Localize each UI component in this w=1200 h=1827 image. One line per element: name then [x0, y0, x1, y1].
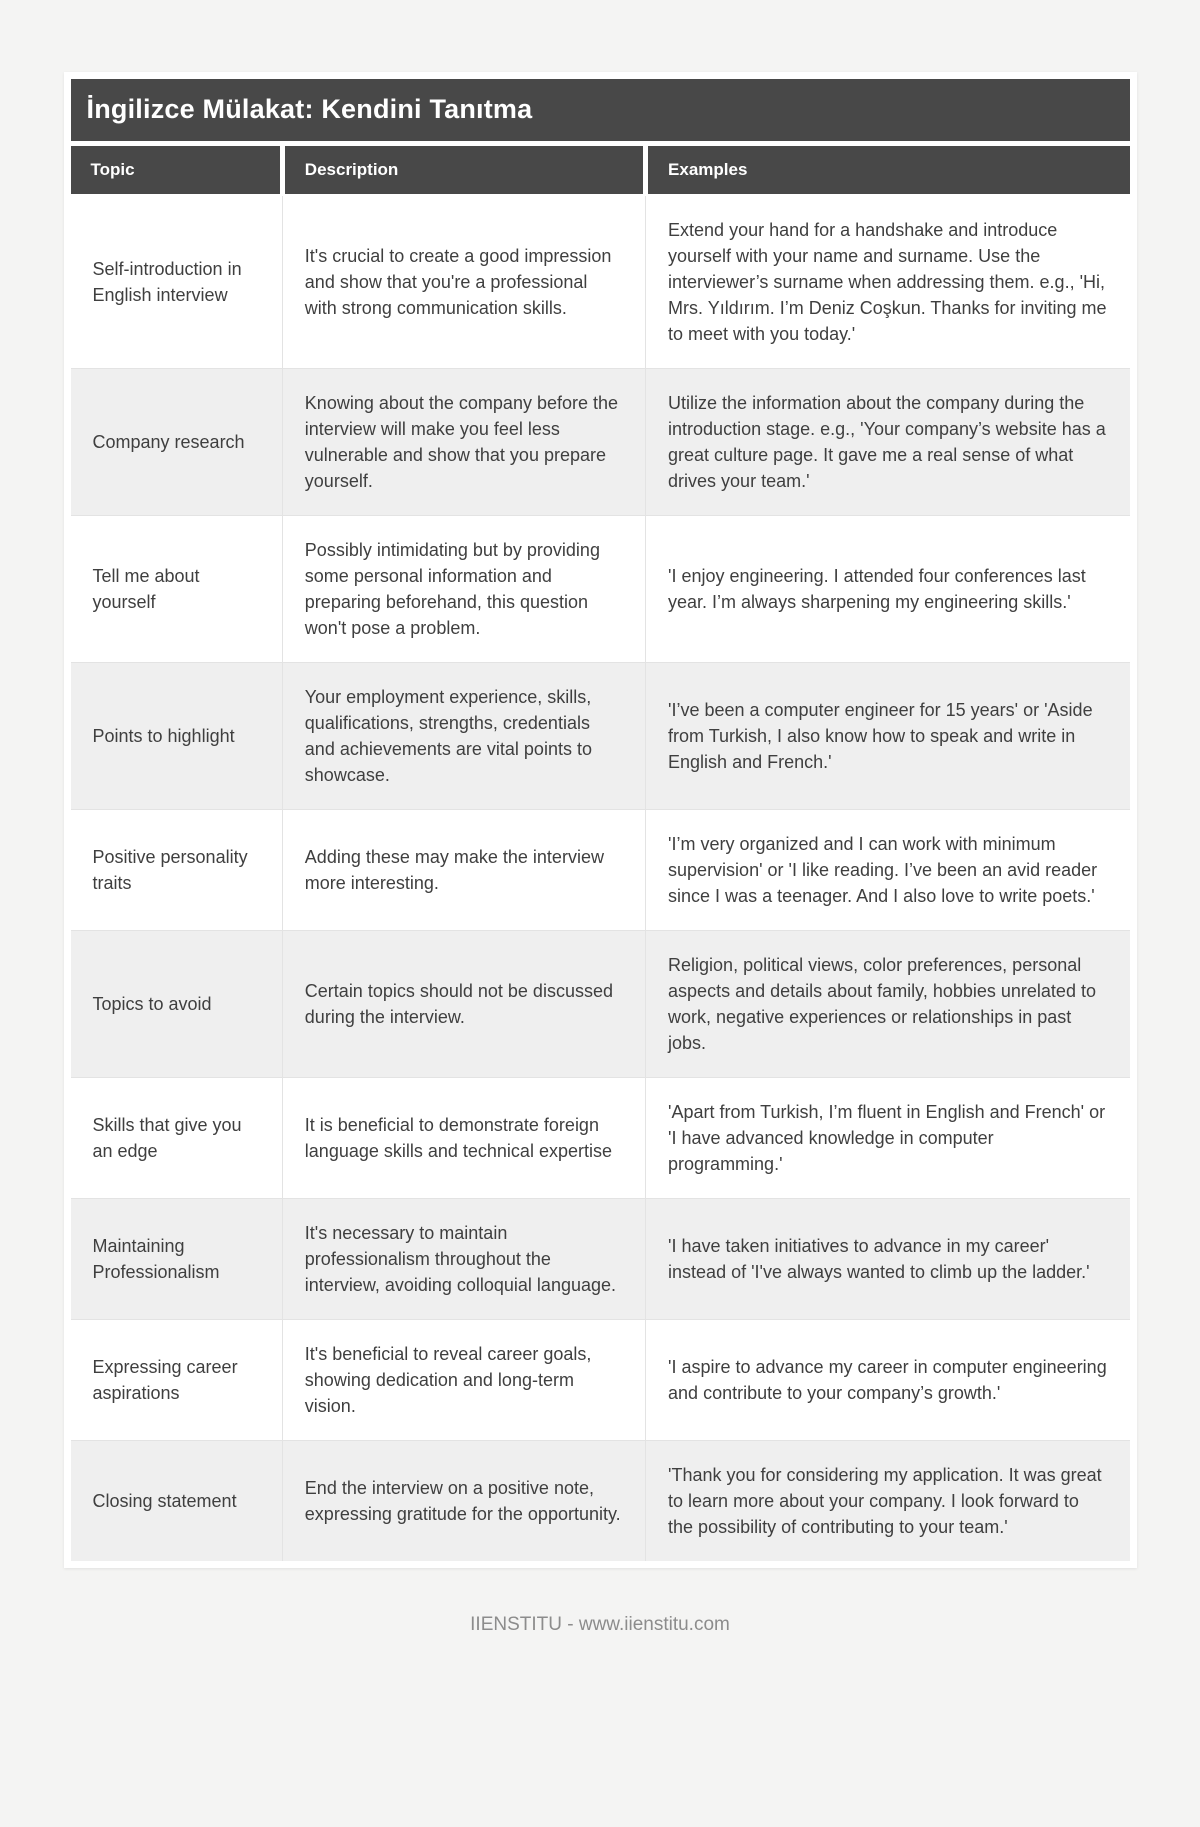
description-cell: Knowing about the company before the interview will make you feel less vulnerable and show that you prepare yourself.: [282, 369, 645, 516]
examples-cell: 'I’ve been a computer engineer for 15 years' or 'Aside from Turkish, I also know how to speak and write in English and French.': [646, 663, 1130, 810]
description-cell: Possibly intimidating but by providing some personal information and preparing beforehand, this question won't pose a problem.: [282, 516, 645, 663]
examples-cell: Utilize the information about the company during the introduction stage. e.g., 'Your company’s website has a great culture page. It gave me a real sense of what drives your team.': [646, 369, 1130, 516]
title-bar: [71, 79, 1130, 141]
topic-cell: Skills that give you an edge: [71, 1078, 283, 1199]
examples-cell: 'I’m very organized and I can work with minimum supervision' or 'I like reading. I’ve been an avid reader since I was a teenager. And I also love to write poets.': [646, 810, 1130, 931]
topic-cell: Positive personality traits: [71, 810, 283, 931]
table-row: [71, 369, 1130, 516]
interview-table: [71, 146, 1130, 1561]
table-body: [71, 195, 1130, 1561]
topic-cell: Closing statement: [71, 1441, 283, 1562]
table-row: [71, 810, 1130, 931]
column-header-topic: Topic: [71, 146, 283, 195]
footer: [0, 1614, 1200, 1636]
description-cell: It's beneficial to reveal career goals, showing dedication and long-term vision.: [282, 1320, 645, 1441]
examples-cell: Religion, political views, color preferences, personal aspects and details about family, hobbies unrelated to work, negative experiences or relationships in past jobs.: [646, 931, 1130, 1078]
description-cell: It's necessary to maintain professionalism throughout the interview, avoiding colloquial language.: [282, 1199, 645, 1320]
examples-cell: 'I aspire to advance my career in computer engineering and contribute to your company’s growth.': [646, 1320, 1130, 1441]
description-cell: Certain topics should not be discussed during the interview.: [282, 931, 645, 1078]
description-cell: End the interview on a positive note, expressing gratitude for the opportunity.: [282, 1441, 645, 1562]
examples-cell: 'Apart from Turkish, I’m fluent in English and French' or 'I have advanced knowledge in computer programming.': [646, 1078, 1130, 1199]
page-title: İngilizce Mülakat: Kendini Tanıtma: [86, 94, 533, 124]
examples-cell: 'I enjoy engineering. I attended four conferences last year. I’m always sharpening my engineering skills.': [646, 516, 1130, 663]
topic-cell: Expressing career aspirations: [71, 1320, 283, 1441]
topic-cell: Topics to avoid: [71, 931, 283, 1078]
examples-cell: Extend your hand for a handshake and introduce yourself with your name and surname. Use the interviewer’s surname when addressing them. e.g., 'Hi, Mrs. Yıldırım. I’m Deniz Coşkun. Thanks for inviting me to meet with you today.': [646, 195, 1130, 369]
description-cell: Adding these may make the interview more interesting.: [282, 810, 645, 931]
column-header-description: Description: [282, 146, 645, 195]
topic-cell: Company research: [71, 369, 283, 516]
examples-cell: 'I have taken initiatives to advance in my career' instead of 'I've always wanted to climb up the ladder.': [646, 1199, 1130, 1320]
footer-text: IIENSTITU - www.iienstitu.com: [470, 1614, 730, 1635]
topic-cell: Tell me about yourself: [71, 516, 283, 663]
table-row: [71, 1199, 1130, 1320]
document-card: [64, 72, 1137, 1568]
table-row: [71, 1320, 1130, 1441]
column-header-examples: Examples: [646, 146, 1130, 195]
description-cell: It is beneficial to demonstrate foreign language skills and technical expertise: [282, 1078, 645, 1199]
examples-cell: 'Thank you for considering my application. It was great to learn more about your company. I look forward to the possibility of contributing to your team.': [646, 1441, 1130, 1562]
table-row: [71, 195, 1130, 369]
header-row: [71, 146, 1130, 195]
table-row: [71, 931, 1130, 1078]
table-row: [71, 1078, 1130, 1199]
description-cell: Your employment experience, skills, qualifications, strengths, credentials and achievements are vital points to showcase.: [282, 663, 645, 810]
description-cell: It's crucial to create a good impression and show that you're a professional with strong communication skills.: [282, 195, 645, 369]
table-row: [71, 516, 1130, 663]
topic-cell: Points to highlight: [71, 663, 283, 810]
table-row: [71, 1441, 1130, 1562]
table-header: [71, 146, 1130, 195]
topic-cell: Self-introduction in English interview: [71, 195, 283, 369]
table-row: [71, 663, 1130, 810]
topic-cell: Maintaining Professionalism: [71, 1199, 283, 1320]
